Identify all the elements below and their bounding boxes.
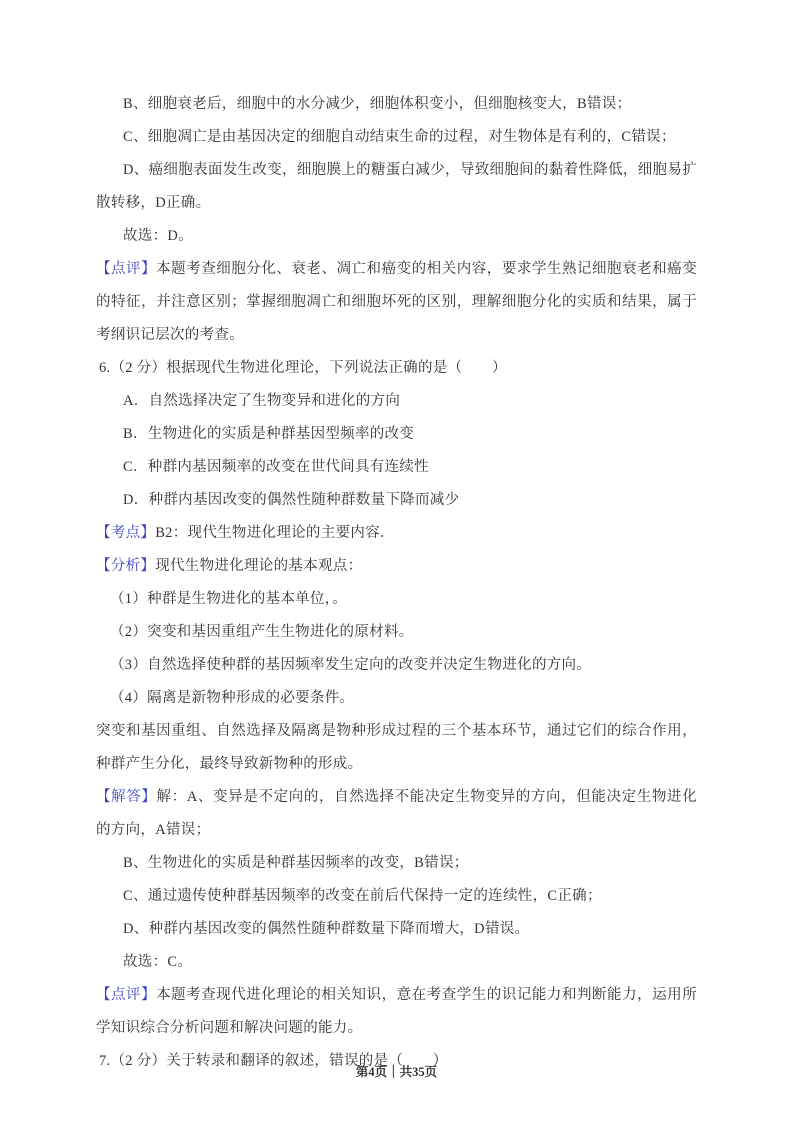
body-paragraph: 突变和基因重组、自然选择及隔离是物种形成过程的三个基本环节，通过它们的综合作用，种群产生分化，最终导致新物种的形成。 xyxy=(96,723,697,772)
analysis-point: （2）突变和基因重组产生生物进化的原材料。 xyxy=(110,624,414,640)
labeled-paragraph xyxy=(96,781,697,847)
option-line: C、通过遗传使种群基因频率的改变在前后代保持一定的连续性，C正确； xyxy=(123,888,602,904)
page-footer: 第4页｜共35页 xyxy=(355,1065,438,1079)
labeled-paragraph xyxy=(96,253,697,352)
paragraph-text: B2：现代生物进化理论的主要内容． xyxy=(155,525,395,541)
analysis-point: （4）隔离是新物种形成的必要条件。 xyxy=(110,690,355,706)
labeled-paragraph xyxy=(96,550,697,583)
labeled-paragraph xyxy=(96,517,697,550)
analysis-point: （1）种群是生物进化的基本单位，。 xyxy=(110,591,348,607)
option-line: A．自然选择决定了生物变异和进化的方向 xyxy=(123,393,401,409)
section-label-dianping: 【点评】 xyxy=(96,987,157,1003)
option-line: B．生物进化的实质是种群基因型频率的改变 xyxy=(123,426,415,442)
section-label-fenxi: 【分析】 xyxy=(96,558,156,574)
question-item-6: 6.（2 分）根据现代生物进化理论，下列说法正确的是（ ） xyxy=(99,360,507,376)
section-label-kaodian: 【考点】 xyxy=(96,525,156,541)
option-line: B、细胞衰老后，细胞中的水分减少，细胞体积变小，但细胞核变大，B错误； xyxy=(123,96,632,112)
answer-line: 故选：D。 xyxy=(123,228,193,244)
paragraph-text: 本题考查细胞分化、衰老、凋亡和癌变的相关内容，要求学生熟记细胞衰老和癌变的特征，并注意区别；掌握细胞凋亡和细胞坏死的区别，理解细胞分化的实质和结果，属于考纲识记层次的考查。 xyxy=(96,261,697,343)
option-line: D．种群内基因改变的偶然性随种群数量下降而减少 xyxy=(123,492,460,508)
option-line: D、癌细胞表面发生改变，细胞膜上的糖蛋白减少，导致细胞间的黏着性降低，细胞易扩散转移，D正确。 xyxy=(96,162,697,211)
answer-line: 故选：C。 xyxy=(123,954,193,970)
question-item-7: 7.（2 分）关于转录和翻译的叙述，错误的是（ ） xyxy=(99,1053,448,1069)
paragraph-text: 现代生物进化理论的基本观点： xyxy=(155,558,363,574)
section-label-dianping: 【点评】 xyxy=(96,261,157,277)
option-line: C、细胞凋亡是由基因决定的细胞自动结束生命的过程，对生物体是有利的，C错误； xyxy=(123,129,676,145)
analysis-point: （3）自然选择使种群的基因频率发生定向的改变并决定生物进化的方向。 xyxy=(110,657,592,673)
section-label-jieda: 【解答】 xyxy=(96,789,157,805)
option-line: D、种群内基因改变的偶然性随种群数量下降而增大，D错误。 xyxy=(123,921,530,937)
labeled-paragraph xyxy=(96,979,697,1045)
option-line: C．种群内基因频率的改变在世代间具有连续性 xyxy=(123,459,429,475)
document-content xyxy=(96,88,697,1078)
paragraph-text: 解：A、变异是不定向的，自然选择不能决定生物变异的方向，但能决定生物进化的方向，A错误； xyxy=(96,789,697,838)
paragraph-text: 本题考查现代进化理论的相关知识，意在考查学生的识记能力和判断能力，运用所学知识综合分析问题和解决问题的能力。 xyxy=(96,987,697,1036)
option-line: B、生物进化的实质是种群基因频率的改变，B错误； xyxy=(123,855,469,871)
